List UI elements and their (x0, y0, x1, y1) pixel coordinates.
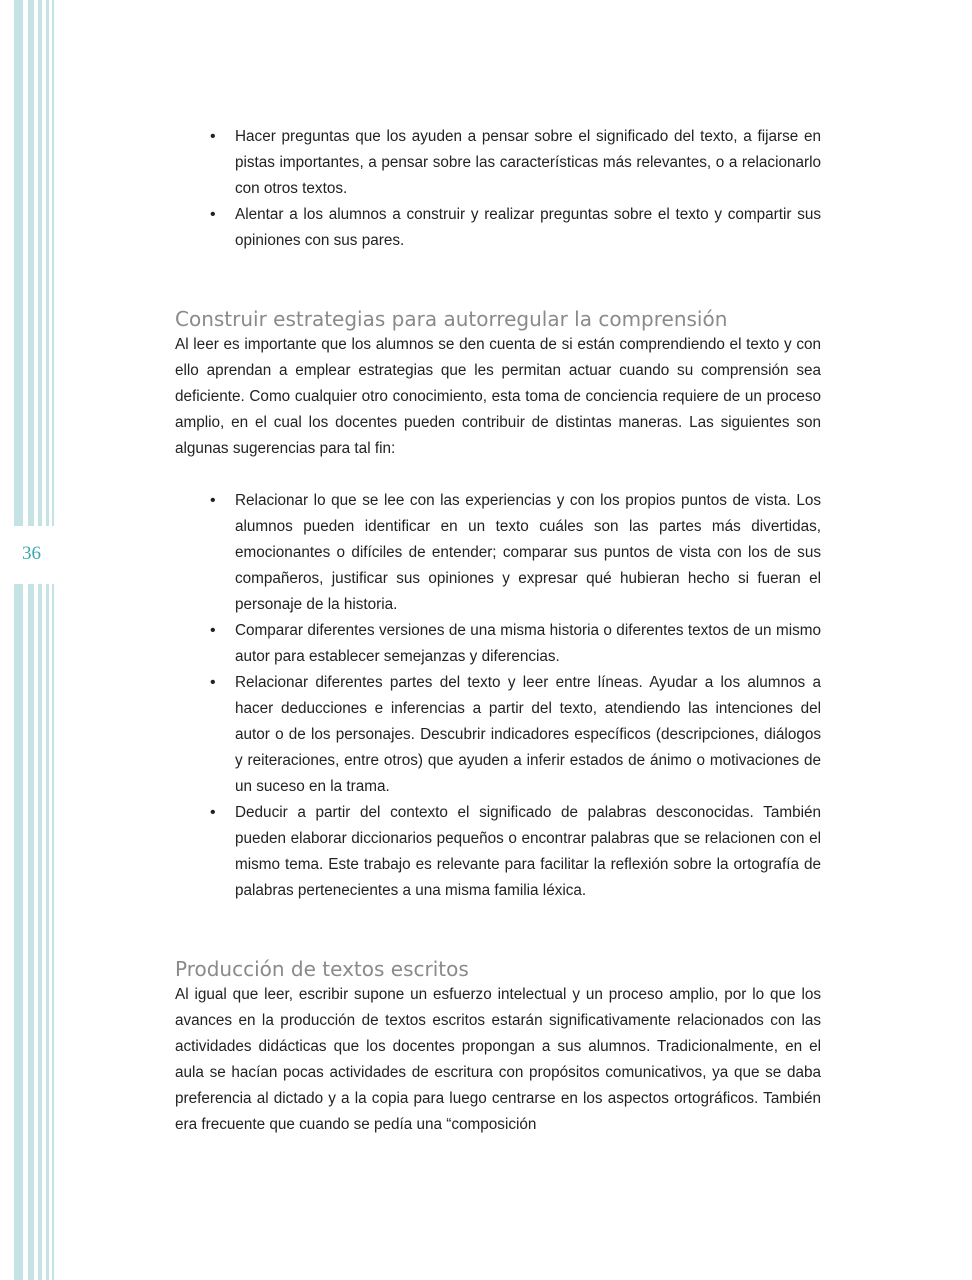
spacer (175, 904, 821, 956)
comprension-bullet-list (175, 488, 821, 904)
list-item-text: Relacionar lo que se lee con las experiencias y con los propios puntos de vista. Los alumnos pueden identificar en un texto cuáles son las partes más divertidas, emocionantes o difíciles de entender; comparar sus puntos de vista con los de sus compañeros, justificar sus opiniones y expresar qué hubieran hecho si fueran el personaje de la historia. (235, 492, 821, 613)
bullet-icon: • (210, 206, 216, 223)
bullet-icon: • (210, 492, 216, 509)
list-item (210, 670, 821, 800)
list-item-text: Hacer preguntas que los ayuden a pensar sobre el significado del texto, a fijarse en pistas importantes, a pensar sobre las características más relevantes, o a relacionarlo con otros textos. (235, 128, 821, 197)
margin-stripe (14, 0, 23, 1280)
section-paragraph-comprension: Al leer es importante que los alumnos se den cuenta de si están comprendiendo el texto y con ello aprendan a emplear estrategias que les permitan actuar cuando su comprensión sea deficiente. Como cualquier otro conocimiento, esta toma de conciencia requiere de un proceso amplio, en el cual los docentes pueden contribuir de distintas maneras. Las siguientes son algunas sugerencias para tal fin: (175, 336, 821, 457)
list-item (210, 488, 821, 618)
list-item (210, 124, 821, 202)
margin-stripe (28, 0, 34, 1280)
page-number: 36 (22, 543, 41, 564)
intro-bullet-list (175, 124, 821, 254)
list-item (210, 618, 821, 670)
margin-stripes (0, 0, 60, 1280)
list-item-text: Deducir a partir del contexto el significado de palabras desconocidas. También pueden elaborar diccionarios pequeños o encontrar palabras que se relacionen con el mismo tema. Este trabajo es relevante para facilitar la reflexión sobre la ortografía de palabras pertenecientes a una misma familia léxica. (235, 804, 821, 899)
page-content (175, 124, 821, 1138)
margin-stripe (52, 0, 54, 1280)
section-title-comprension: Construir estrategias para autorregular la comprensión (175, 307, 728, 331)
bullet-icon: • (210, 622, 216, 639)
section-title-produccion: Producción de textos escritos (175, 957, 469, 981)
margin-stripe (38, 0, 42, 1280)
bullet-icon: • (210, 674, 216, 691)
spacer (175, 254, 821, 306)
list-item-text: Alentar a los alumnos a construir y realizar preguntas sobre el texto y compartir sus opiniones con sus pares. (235, 206, 821, 249)
spacer (175, 462, 821, 488)
list-item-text: Relacionar diferentes partes del texto y leer entre líneas. Ayudar a los alumnos a hacer deducciones e inferencias a partir del texto, atendiendo las intenciones del autor o de los personajes. Descubrir indicadores específicos (descripciones, diálogos y reiteraciones, entre otros) que ayuden a inferir estados de ánimo o motivaciones de un suceso en la trama. (235, 674, 821, 795)
list-item (210, 800, 821, 904)
margin-stripe (46, 0, 49, 1280)
bullet-icon: • (210, 128, 216, 145)
list-item-text: Comparar diferentes versiones de una misma historia o diferentes textos de un mismo autor para establecer semejanzas y diferencias. (235, 622, 821, 665)
list-item (210, 202, 821, 254)
bullet-icon: • (210, 804, 216, 821)
section-paragraph-produccion: Al igual que leer, escribir supone un esfuerzo intelectual y un proceso amplio, por lo que los avances en la producción de textos escritos estarán significativamente relacionados con las actividades didácticas que los docentes propongan a sus alumnos. Tradicionalmente, en el aula se hacían pocas actividades de escritura con propósitos comunicativos, ya que se daba preferencia al dictado y a la copia para luego centrarse en los aspectos ortográficos. También era frecuente que cuando se pedía una “composición (175, 986, 821, 1133)
